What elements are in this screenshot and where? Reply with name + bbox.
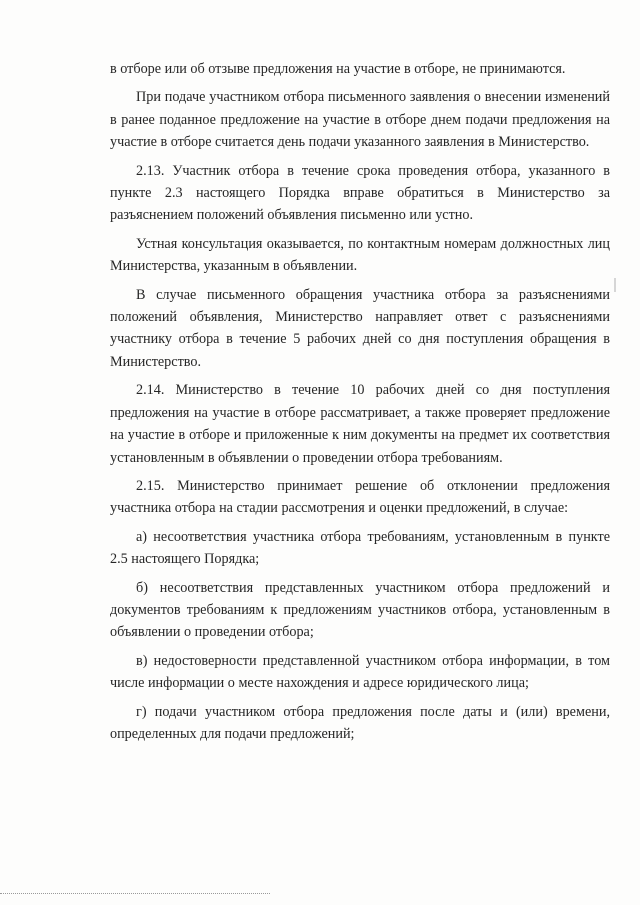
list-item-b: б) несоответствия представленных участником отбора предложений и документов требованиям к предложениям участников отбора, установленным в объявлении о проведении отбора;	[110, 579, 610, 641]
paragraph-oral-consultation: Устная консультация оказывается, по контактным номерам должностных лиц Министерства, указанным в объявлении.	[110, 235, 610, 275]
paragraph-2-13: 2.13. Участник отбора в течение срока проведения отбора, указанного в пункте 2.3 настоящего Порядка вправе обратиться в Министерство за разъяснением положений объявления письменно или устно.	[110, 162, 610, 224]
paragraph-2-14: 2.14. Министерство в течение 10 рабочих дней со дня поступления предложения на участие в отборе рассматривает, а также проверяет предложение на участие в отборе и приложенные к ним документы на предмет их соответствия установленным в объявлении о проведении отбора требованиям.	[110, 382, 610, 466]
scan-edge-mark	[614, 278, 616, 292]
paragraph-written-application: При подаче участником отбора письменного заявления о внесении изменений в ранее поданное предложение на участие в отборе днем подачи предложения на участие в отборе считается день подачи указанного заявления в Министерство.	[110, 89, 610, 151]
bottom-dotted-rule	[0, 893, 270, 894]
paragraph-2-15: 2.15. Министерство принимает решение об отклонении предложения участника отбора на стадии рассмотрения и оценки предложений, в случае:	[110, 477, 610, 517]
paragraph-continuation: в отборе или об отзыве предложения на участие в отборе, не принимаются.	[110, 61, 566, 77]
list-item-g: г) подачи участником отбора предложения после даты и (или) времени, определенных для подачи предложений;	[110, 703, 610, 742]
paragraph-written-request: В случае письменного обращения участника отбора за разъяснениями положений объявления, Министерство направляет ответ с разъяснениями участнику отбора в течение 5 рабочих дней со дня поступления обращения в Министерство.	[110, 286, 610, 370]
document-body	[110, 58, 610, 751]
list-item-a: а) несоответствия участника отбора требованиям, установленным в пункте 2.5 настоящего Порядка;	[110, 528, 610, 568]
list-item-v: в) недостоверности представленной участником отбора информации, в том числе информации о месте нахождения и адресе юридического лица;	[110, 652, 610, 692]
